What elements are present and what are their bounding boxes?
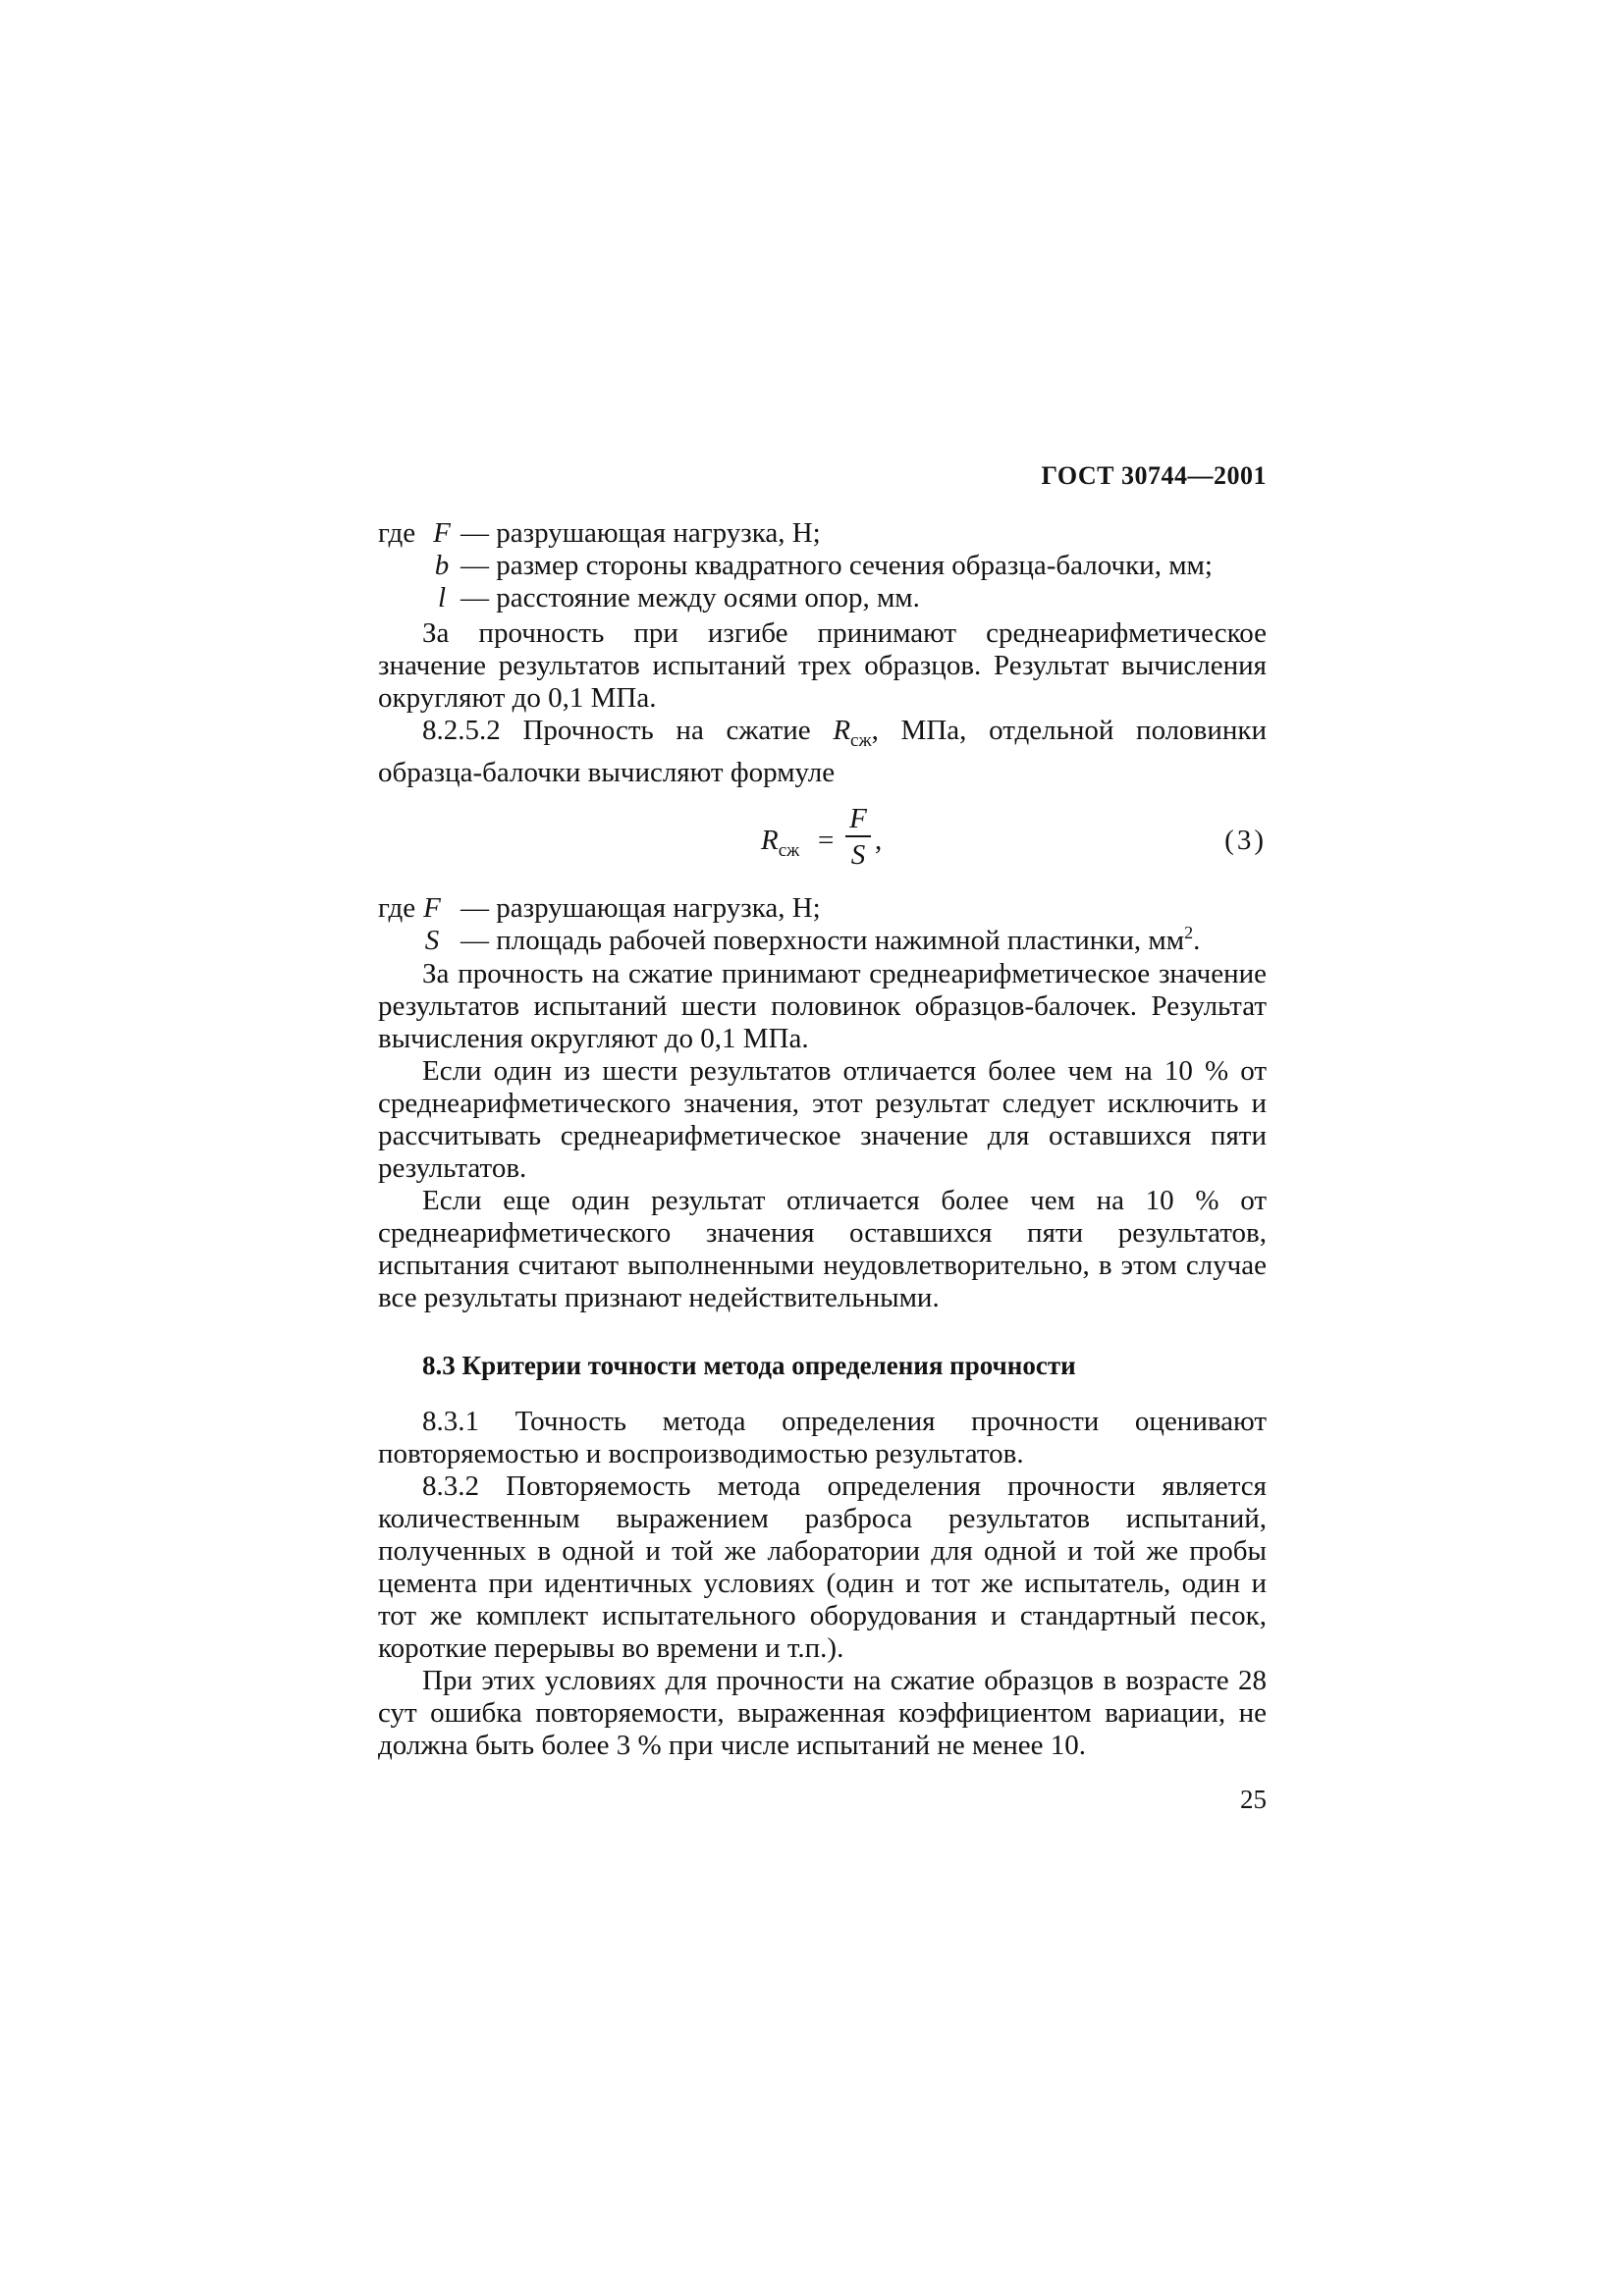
formula-comma: , <box>875 825 883 856</box>
formula-number: (3) <box>1224 825 1267 856</box>
formula-3 <box>378 803 1267 881</box>
page-content <box>378 0 1267 2296</box>
clause-symbol-subscript: сж <box>850 730 872 751</box>
section-heading: 8.3 Критерии точности метода определения прочности <box>422 1351 1076 1380</box>
definition-symbol: b <box>434 550 450 581</box>
paragraph-block-compression <box>378 958 1267 1314</box>
paragraph: За прочность при изгибе принимают среднеарифметическое значение результатов испытаний трех образцов. Результат вычисления округляют до 0,1 МПа. <box>378 617 1267 714</box>
formula-lhs <box>761 825 799 862</box>
formula-denominator: S <box>850 839 866 871</box>
formula-lhs-subscript: сж <box>778 840 800 861</box>
definition-text <box>460 925 1200 957</box>
definition-text: — расстояние между осями опор, мм. <box>460 582 920 614</box>
section-8-3-body <box>378 1406 1267 1762</box>
paragraph: При этих условиях для прочности на сжатие образцов в возрасте 28 сут ошибка повторяемости, выраженная коэффициентом вариации, не должна быть более 3 % при числе испытаний не менее 10. <box>378 1665 1267 1761</box>
definition-row <box>378 892 1267 925</box>
definition-text: — размер стороны квадратного сечения образца-балочки, мм; <box>460 550 1213 581</box>
definition-superscript: 2 <box>1184 923 1194 942</box>
paragraph-block-bending <box>378 617 1267 715</box>
definition-symbol: F <box>433 517 451 549</box>
definition-text-main: — площадь рабочей поверхности нажимной пластинки, мм <box>460 925 1185 956</box>
formula-lhs-symbol: R <box>761 825 779 856</box>
definition-symbol: l <box>437 582 447 614</box>
clause-text-end: , МПа, отдельной половинки образца-балочки вычисляют формуле <box>378 715 1267 788</box>
formula-equals: = <box>818 825 835 856</box>
paragraph <box>378 715 1267 789</box>
paragraph: Если еще один результат отличается более чем на 10 % от среднеарифметического значения оставшихся пяти результатов, испытания считают выполненными неудовлетворительно, в этом случае все результаты признают недействительными. <box>378 1185 1267 1313</box>
paragraph: 8.3.1 Точность метода определения прочности оценивают повторяемостью и воспроизводимостью результатов. <box>378 1406 1267 1469</box>
definition-row <box>378 582 1267 614</box>
page-number: 25 <box>1240 1785 1267 1814</box>
paragraph: 8.3.2 Повторяемость метода определения прочности является количественным выражением разброса результатов испытаний, полученных в одной и той же лаборатории для одной и той же пробы цемента при идентичных условиях (один и тот же испытатель, один и тот же комплект испытательного оборудования и стандартный песок, короткие перерывы во времени и т.п.). <box>378 1470 1267 1664</box>
paragraph: Если один из шести результатов отличается более чем на 10 % от среднеарифметического значения, этот результат следует исключить и рассчитывать среднеарифметическое значение для оставшихся пяти результатов. <box>378 1055 1267 1184</box>
definition-text: — разрушающая нагрузка, Н; <box>460 517 821 549</box>
clause-symbol: R <box>833 715 851 746</box>
definition-row <box>378 517 1267 550</box>
definition-symbol: F <box>423 892 441 924</box>
definition-text-end: . <box>1193 925 1201 956</box>
definition-symbol: S <box>424 925 440 956</box>
definition-prefix: где <box>378 892 416 924</box>
definition-row <box>378 925 1267 957</box>
formula-numerator: F <box>849 803 867 834</box>
clause-text-start: 8.2.5.2 Прочность на сжатие <box>422 715 834 746</box>
document-code: ГОСТ 30744—2001 <box>1041 461 1267 490</box>
definition-text: — разрушающая нагрузка, Н; <box>460 892 821 924</box>
definition-row <box>378 550 1267 582</box>
formula-fraction <box>843 803 873 871</box>
clause-8-2-5-2 <box>378 715 1267 789</box>
definitions-list-compression <box>378 892 1267 957</box>
definitions-list-bending <box>378 517 1267 614</box>
definition-prefix: где <box>378 517 416 549</box>
fraction-bar <box>845 835 871 837</box>
paragraph: За прочность на сжатие принимают среднеарифметическое значение результатов испытаний шести половинок образцов-балочек. Результат вычисления округляют до 0,1 МПа. <box>378 958 1267 1054</box>
